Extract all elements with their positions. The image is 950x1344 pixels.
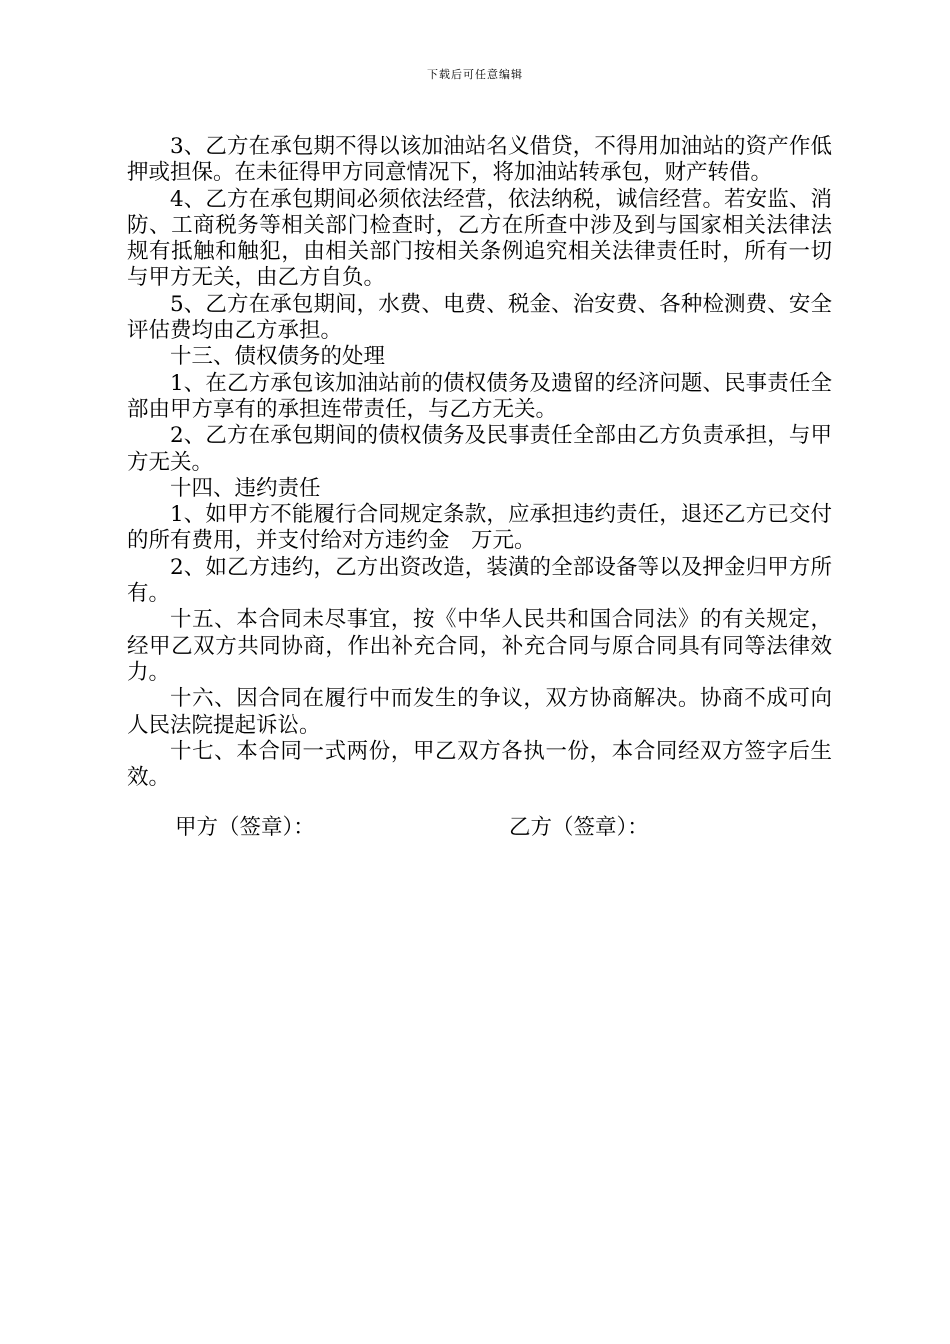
clause-breach-party-a: 1、如甲方不能履行合同规定条款，应承担违约责任，退还乙方已交付的所有费用，并支付给对方违约金 万元。 bbox=[127, 502, 832, 554]
clause-5-fees: 5、乙方在承包期间，水费、电费、税金、治安费、各种检测费、安全评估费均由乙方承担。 bbox=[127, 291, 832, 344]
clause-4-lawful-operation: 4、乙方在承包期间必须依法经营，依法纳税，诚信经营。若安监、消防、工商税务等相关部门检查时，乙方在所查中涉及到与国家相关法律法规有抵触和触犯，由相关部门按相关条例追究相关法律责任时，所有一切与甲方无关，由乙方自负。 bbox=[127, 186, 832, 291]
clause-debts-during: 2、乙方在承包期间的债权债务及民事责任全部由乙方负责承担，与甲方无关。 bbox=[127, 423, 832, 475]
clause-16-disputes: 十六、因合同在履行中而发生的争议，双方协商解决。协商不成可向人民法院提起诉讼。 bbox=[127, 686, 832, 738]
signature-line bbox=[127, 810, 832, 840]
party-a-signature: 甲方（签章）： bbox=[175, 815, 315, 840]
section-heading-debts: 十三、债权债务的处理 bbox=[170, 344, 386, 370]
section-heading-breach: 十四、违约责任 bbox=[170, 475, 321, 501]
clause-15-supplement: 十五、本合同未尽事宜，按《中华人民共和国合同法》的有关规定，经甲乙双方共同协商，作出补充合同，补充合同与原合同具有同等法律效力。 bbox=[127, 607, 832, 685]
clause-breach-party-b: 2、如乙方违约，乙方出资改造，装潢的全部设备等以及押金归甲方所有。 bbox=[127, 554, 832, 607]
party-b-signature: 乙方（签章）： bbox=[509, 815, 649, 840]
page-header: 下载后可任意编辑 bbox=[427, 68, 523, 81]
contract-body bbox=[127, 134, 832, 791]
clause-debts-before: 1、在乙方承包该加油站前的债权债务及遗留的经济问题、民事责任全部由甲方享有的承担连带责任，与乙方无关。 bbox=[127, 370, 832, 422]
clause-3-no-loans: 3、乙方在承包期不得以该加油站名义借贷，不得用加油站的资产作低押或担保。在未征得甲方同意情况下，将加油站转承包，财产转借。 bbox=[127, 134, 832, 186]
clause-17-copies: 十七、本合同一式两份，甲乙双方各执一份，本合同经双方签字后生效。 bbox=[127, 738, 832, 791]
